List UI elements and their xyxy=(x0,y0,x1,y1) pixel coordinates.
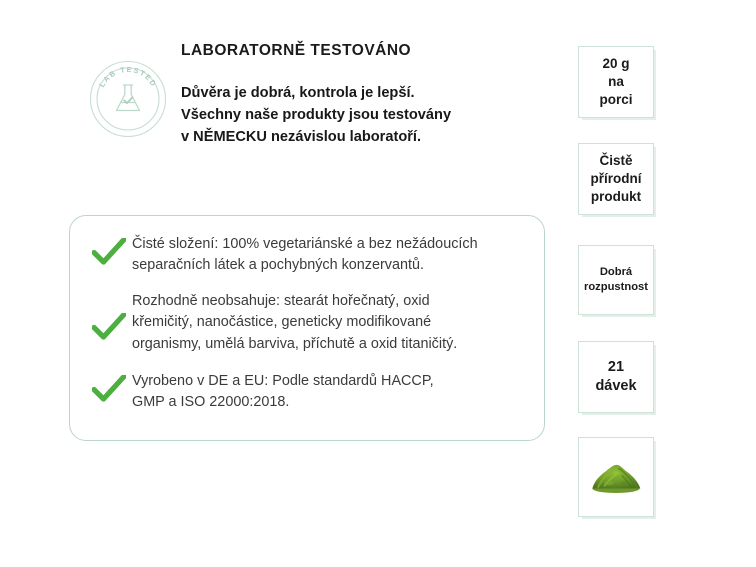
check-icon xyxy=(92,238,126,266)
feature-line: Čisté složení: 100% vegetariánské a bez nežádoucích xyxy=(132,236,478,252)
sidebar-box-serving-size xyxy=(578,46,654,118)
sidebar-box-label xyxy=(582,265,650,295)
sidebar-box-line: na xyxy=(608,74,624,90)
sidebar-box-line: Dobrá xyxy=(599,266,633,279)
check-icon xyxy=(92,313,126,341)
lab-flask-check-icon xyxy=(88,59,168,139)
check-icon-wrap xyxy=(86,291,132,341)
sidebar-box-label xyxy=(593,358,638,397)
check-icon-wrap xyxy=(86,234,132,266)
green-powder-image xyxy=(584,443,648,511)
sidebar-box-line: 20 g xyxy=(602,56,630,72)
feature-line: Rozhodně neobsahuje: stearát hořečnatý, oxid xyxy=(132,293,430,309)
header-subtitle-line: Důvěra je dobrá, kontrola je lepší. xyxy=(181,84,415,101)
feature-text xyxy=(132,291,457,355)
feature-item xyxy=(86,234,478,277)
feature-line: separačních látek a pochybných konzervantů. xyxy=(132,257,424,274)
sidebar-box-natural-product xyxy=(578,143,654,215)
lab-tested-badge xyxy=(88,59,168,139)
sidebar-badges xyxy=(578,0,678,567)
feature-line: GMP a ISO 22000:2018. xyxy=(132,394,290,411)
sidebar-box-line: přírodní xyxy=(590,171,642,187)
check-icon-wrap xyxy=(86,371,132,403)
sidebar-box-label xyxy=(597,55,634,109)
sidebar-box-doses xyxy=(578,341,654,413)
sidebar-box-line: porci xyxy=(599,91,633,107)
header-subtitle xyxy=(181,82,541,149)
feature-line: Vyrobeno v DE a EU: Podle standardů HACCP, xyxy=(132,373,434,389)
feature-text xyxy=(132,234,478,277)
page-title: LABORATORNĚ TESTOVÁNO xyxy=(181,42,412,59)
sidebar-box-line: dávek xyxy=(595,378,637,394)
sidebar-box-line: Čistě xyxy=(599,153,633,169)
badge-ring-text: LAB TESTED xyxy=(97,64,159,89)
sidebar-box-line: 21 xyxy=(607,358,625,375)
feature-item xyxy=(86,371,434,414)
header-text-block xyxy=(181,42,541,148)
feature-line: organismy, umělá barviva, příchutě a oxid titaničitý. xyxy=(132,335,458,352)
sidebar-box-product-image xyxy=(578,437,654,517)
check-icon xyxy=(92,375,126,403)
feature-item xyxy=(86,291,457,355)
feature-list-box xyxy=(69,215,545,441)
sidebar-box-label xyxy=(589,152,644,206)
header-subtitle-line: v NĚMECKU nezávislou laboratoří. xyxy=(181,128,422,145)
header-section xyxy=(0,0,560,200)
header-subtitle-line: Všechny naše produkty jsou testovány xyxy=(181,106,452,123)
sidebar-box-solubility xyxy=(578,245,654,315)
sidebar-box-line: rozpustnost xyxy=(583,281,648,293)
sidebar-box-line: produkt xyxy=(590,188,642,204)
feature-text xyxy=(132,371,434,414)
feature-line: křemičitý, nanočástice, geneticky modifikované xyxy=(132,314,432,331)
